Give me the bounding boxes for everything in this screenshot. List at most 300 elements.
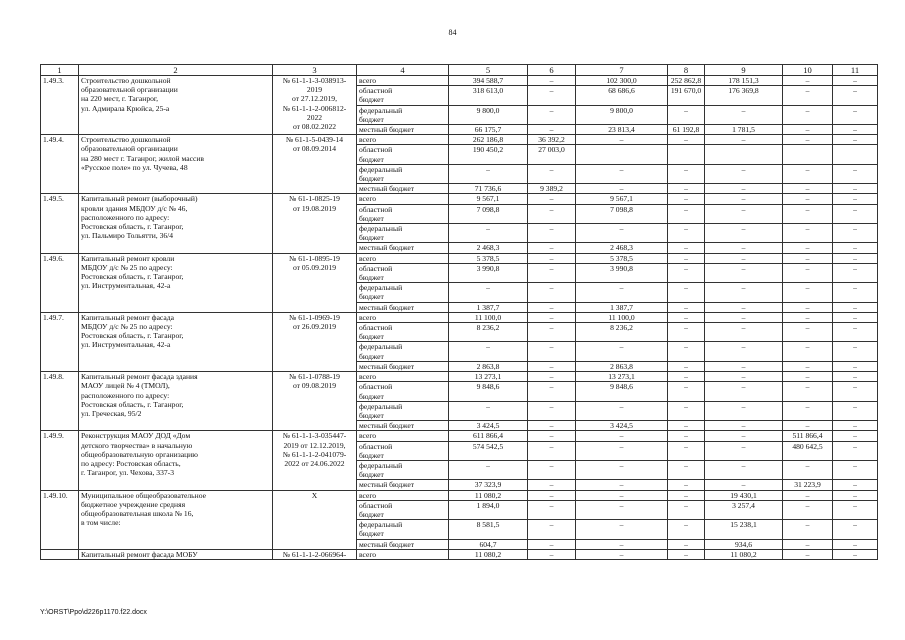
value-cell: – [783, 184, 833, 194]
funding-source-cell: всего [357, 490, 449, 500]
value-cell: 3 990,8 [449, 263, 528, 282]
value-cell: – [528, 490, 576, 500]
value-cell: – [576, 441, 668, 460]
funding-source-cell: всего [357, 253, 449, 263]
value-cell: – [705, 194, 783, 204]
value-cell: – [783, 125, 833, 135]
value-cell: – [668, 431, 705, 441]
value-cell: – [833, 431, 878, 441]
value-cell: – [833, 342, 878, 361]
value-cell: – [576, 500, 668, 519]
value-cell: 11 100,0 [576, 312, 668, 322]
value-cell: – [668, 184, 705, 194]
value-cell: – [449, 460, 528, 479]
value-cell: – [833, 76, 878, 86]
value-cell: – [576, 539, 668, 549]
value-cell: 1 387,7 [576, 302, 668, 312]
value-cell: 9 848,6 [449, 382, 528, 401]
value-cell: – [668, 401, 705, 420]
value-cell: 37 323,9 [449, 480, 528, 490]
item-name-cell: Капитальный ремонт фасада МБДОУ д/с № 25 по адресу: Ростовская область, г. Таганрог, ул. Инструментальная, 42-а [79, 312, 273, 371]
value-cell: – [833, 184, 878, 194]
item-number-cell: 1.49.7. [41, 312, 79, 371]
value-cell [705, 145, 783, 164]
value-cell: – [668, 204, 705, 223]
value-cell: – [668, 490, 705, 500]
funding-source-cell: федеральный бюджет [357, 520, 449, 539]
item-document-cell: № 61-1-1-3-035447- 2019 от 12.12.2019, № 61-1-1-2-041079- 2022 от 24.06.2022 [273, 431, 357, 490]
value-cell: 36 392,2 [528, 135, 576, 145]
value-cell: – [668, 263, 705, 282]
value-cell: – [833, 460, 878, 479]
value-cell: – [833, 480, 878, 490]
value-cell: – [833, 441, 878, 460]
value-cell: 19 430,1 [705, 490, 783, 500]
value-cell: 2 468,3 [576, 243, 668, 253]
value-cell: – [833, 204, 878, 223]
funding-source-cell: областной бюджет [357, 441, 449, 460]
value-cell: 8 236,2 [576, 323, 668, 342]
value-cell: 176 369,8 [705, 86, 783, 105]
value-cell: – [783, 86, 833, 105]
value-cell: – [668, 323, 705, 342]
value-cell: 8 581,5 [449, 520, 528, 539]
funding-source-cell: всего [357, 312, 449, 322]
value-cell: – [783, 76, 833, 86]
value-cell: – [705, 243, 783, 253]
funding-source-cell: местный бюджет [357, 480, 449, 490]
value-cell: 191 670,0 [668, 86, 705, 105]
funding-source-cell: местный бюджет [357, 539, 449, 549]
value-cell: – [668, 224, 705, 243]
value-cell: – [668, 421, 705, 431]
value-cell: – [668, 283, 705, 302]
header-cell: 10 [783, 65, 833, 76]
value-cell: 1 781,5 [705, 125, 783, 135]
value-cell: – [833, 135, 878, 145]
value-cell: – [833, 421, 878, 431]
value-cell: – [783, 382, 833, 401]
funding-source-cell: областной бюджет [357, 382, 449, 401]
funding-source-cell: всего [357, 549, 449, 559]
value-cell: 27 003,0 [528, 145, 576, 164]
table-row [41, 76, 878, 86]
value-cell: – [668, 539, 705, 549]
item-name-cell: Капитальный ремонт фасада здания МАОУ лицей № 4 (ТМОЛ), расположенного по адресу: Ростовская область, г. Таганрог, ул. Греческая, 95/2 [79, 372, 273, 431]
value-cell: – [833, 194, 878, 204]
value-cell: – [705, 263, 783, 282]
value-cell: – [668, 253, 705, 263]
value-cell: 9 567,1 [576, 194, 668, 204]
value-cell: – [576, 460, 668, 479]
value-cell: – [705, 283, 783, 302]
value-cell: 9 389,2 [528, 184, 576, 194]
item-number-cell: 1.49.4. [41, 135, 79, 194]
value-cell: 2 863,8 [576, 361, 668, 371]
value-cell: – [528, 342, 576, 361]
funding-source-cell: всего [357, 76, 449, 86]
table-row [41, 549, 878, 559]
value-cell: – [783, 520, 833, 539]
value-cell: – [576, 549, 668, 559]
header-cell: 5 [449, 65, 528, 76]
item-document-cell: № 61-1-0895-19 от 05.09.2019 [273, 253, 357, 312]
item-name-cell: Строительство дошкольной образовательной организации на 220 мест, г. Таганрог, ул. Адмирала Крюйса, 25-а [79, 76, 273, 135]
value-cell: – [705, 105, 783, 124]
value-cell: – [668, 302, 705, 312]
funding-source-cell: областной бюджет [357, 263, 449, 282]
value-cell: 11 100,0 [449, 312, 528, 322]
value-cell: – [576, 431, 668, 441]
item-number-cell: 1.49.8. [41, 372, 79, 431]
funding-source-cell: федеральный бюджет [357, 105, 449, 124]
value-cell: – [576, 164, 668, 183]
value-cell: – [668, 480, 705, 490]
item-document-cell: № 61-1-0825-19 от 19.08.2019 [273, 194, 357, 253]
value-cell: – [705, 204, 783, 223]
value-cell: – [833, 549, 878, 559]
value-cell: – [528, 125, 576, 135]
item-number-cell: 1.49.5. [41, 194, 79, 253]
value-cell: – [576, 283, 668, 302]
value-cell: – [576, 490, 668, 500]
value-cell: 71 736,6 [449, 184, 528, 194]
table-row [41, 431, 878, 441]
item-number-cell: 1.49.9. [41, 431, 79, 490]
value-cell: – [783, 224, 833, 243]
value-cell: – [668, 361, 705, 371]
value-cell: 178 151,3 [705, 76, 783, 86]
value-cell: 5 378,5 [449, 253, 528, 263]
value-cell: 11 080,2 [449, 549, 528, 559]
value-cell: – [705, 382, 783, 401]
value-cell: 7 098,8 [449, 204, 528, 223]
funding-source-cell: местный бюджет [357, 243, 449, 253]
value-cell: – [833, 361, 878, 371]
table-row [41, 372, 878, 382]
table-row [41, 490, 878, 500]
funding-source-cell: всего [357, 372, 449, 382]
value-cell: 9 800,0 [576, 105, 668, 124]
value-cell: 31 223,9 [783, 480, 833, 490]
value-cell: – [833, 382, 878, 401]
value-cell: – [528, 86, 576, 105]
value-cell: – [528, 243, 576, 253]
value-cell: – [668, 243, 705, 253]
funding-source-cell: местный бюджет [357, 302, 449, 312]
value-cell: – [668, 520, 705, 539]
value-cell: – [783, 302, 833, 312]
value-cell: 318 613,0 [449, 86, 528, 105]
value-cell: – [449, 401, 528, 420]
header-cell: 11 [833, 65, 878, 76]
value-cell: – [705, 323, 783, 342]
value-cell: – [833, 500, 878, 519]
value-cell: – [783, 263, 833, 282]
value-cell: – [449, 283, 528, 302]
value-cell: – [783, 490, 833, 500]
value-cell: – [528, 520, 576, 539]
value-cell: 11 080,2 [449, 490, 528, 500]
value-cell: 9 800,0 [449, 105, 528, 124]
value-cell: 13 273,1 [576, 372, 668, 382]
value-cell: – [833, 253, 878, 263]
header-cell: 4 [357, 65, 449, 76]
value-cell: – [783, 105, 833, 124]
value-cell: – [528, 302, 576, 312]
value-cell: 5 378,5 [576, 253, 668, 263]
value-cell: – [783, 342, 833, 361]
value-cell: 262 186,8 [449, 135, 528, 145]
item-name-cell: Капитальный ремонт кровли МБДОУ д/с № 25 по адресу: Ростовская область, г. Таганрог, ул. Инструментальная, 42-а [79, 253, 273, 312]
value-cell: – [783, 243, 833, 253]
value-cell: – [833, 125, 878, 135]
value-cell: – [705, 253, 783, 263]
funding-source-cell: федеральный бюджет [357, 164, 449, 183]
value-cell: – [833, 539, 878, 549]
value-cell: – [528, 224, 576, 243]
value-cell: – [528, 549, 576, 559]
value-cell: – [668, 372, 705, 382]
value-cell: – [528, 164, 576, 183]
funding-source-cell: федеральный бюджет [357, 460, 449, 479]
funding-source-cell: федеральный бюджет [357, 224, 449, 243]
item-name-cell: Капитальный ремонт (выборочный) кровли здания МБДОУ д/с № 46, расположенного по адресу: Ростовская область, г. Таганрог, ул. Пальмиро Тольятти, 36/4 [79, 194, 273, 253]
value-cell [833, 145, 878, 164]
value-cell: – [528, 361, 576, 371]
value-cell: – [833, 283, 878, 302]
value-cell: – [528, 421, 576, 431]
value-cell: – [668, 194, 705, 204]
value-cell: 13 273,1 [449, 372, 528, 382]
item-name-cell: Капитальный ремонт фасада МОБУ [79, 549, 273, 559]
value-cell: – [528, 105, 576, 124]
value-cell: – [783, 135, 833, 145]
file-path-footer: Y:\ORST\Ppo\d226p1170.f22.docx [40, 609, 147, 616]
value-cell: – [783, 312, 833, 322]
value-cell: – [528, 372, 576, 382]
item-document-cell: № 61-1-0969-19 от 26.09.2019 [273, 312, 357, 371]
value-cell: – [783, 283, 833, 302]
value-cell: – [668, 382, 705, 401]
value-cell: – [449, 164, 528, 183]
value-cell: – [833, 243, 878, 253]
value-cell: 2 468,3 [449, 243, 528, 253]
value-cell: – [833, 312, 878, 322]
value-cell: 604,7 [449, 539, 528, 549]
value-cell: – [783, 539, 833, 549]
table-body [41, 76, 878, 560]
value-cell: – [528, 312, 576, 322]
value-cell: – [576, 342, 668, 361]
item-name-cell: Муниципальное общеобразовательное бюджетное учреждение средняя общеобразовательная школа № 16, в том числе: [79, 490, 273, 549]
header-cell: 8 [668, 65, 705, 76]
header-cell: 7 [576, 65, 668, 76]
value-cell: – [528, 382, 576, 401]
value-cell: 3 990,8 [576, 263, 668, 282]
value-cell: – [705, 401, 783, 420]
value-cell: – [833, 401, 878, 420]
value-cell: 611 866,4 [449, 431, 528, 441]
value-cell: 66 175,7 [449, 125, 528, 135]
value-cell: – [705, 302, 783, 312]
value-cell: – [705, 342, 783, 361]
value-cell: 574 542,5 [449, 441, 528, 460]
value-cell: – [528, 323, 576, 342]
value-cell: 3 424,5 [576, 421, 668, 431]
funding-source-cell: местный бюджет [357, 184, 449, 194]
item-document-cell: № 61-1-5-0439-14 от 08.09.2014 [273, 135, 357, 194]
value-cell: – [528, 76, 576, 86]
value-cell: – [833, 164, 878, 183]
funding-source-cell: всего [357, 135, 449, 145]
value-cell: – [783, 361, 833, 371]
funding-source-cell: местный бюджет [357, 361, 449, 371]
value-cell: – [783, 401, 833, 420]
value-cell: – [783, 460, 833, 479]
value-cell: – [833, 302, 878, 312]
header-cell: 6 [528, 65, 576, 76]
value-cell: – [576, 520, 668, 539]
funding-source-cell: местный бюджет [357, 421, 449, 431]
funding-source-cell: областной бюджет [357, 86, 449, 105]
value-cell: – [528, 441, 576, 460]
value-cell: – [833, 224, 878, 243]
value-cell: – [783, 372, 833, 382]
value-cell: – [528, 460, 576, 479]
value-cell: 1 894,0 [449, 500, 528, 519]
page-number: 84 [448, 28, 457, 37]
value-cell: 9 848,6 [576, 382, 668, 401]
value-cell: 61 192,8 [668, 125, 705, 135]
value-cell: – [783, 500, 833, 519]
budget-table [40, 64, 878, 560]
value-cell: – [528, 539, 576, 549]
value-cell: – [705, 164, 783, 183]
header-cell: 9 [705, 65, 783, 76]
value-cell: – [668, 549, 705, 559]
value-cell: 102 300,0 [576, 76, 668, 86]
value-cell: – [576, 480, 668, 490]
funding-source-cell: местный бюджет [357, 125, 449, 135]
value-cell: – [705, 372, 783, 382]
value-cell: 15 238,1 [705, 520, 783, 539]
value-cell: – [528, 263, 576, 282]
value-cell: – [705, 421, 783, 431]
value-cell: – [833, 490, 878, 500]
item-number-cell [41, 549, 79, 559]
value-cell: – [528, 401, 576, 420]
value-cell: – [576, 184, 668, 194]
value-cell [576, 145, 668, 164]
value-cell: – [705, 460, 783, 479]
value-cell: – [705, 480, 783, 490]
value-cell: – [705, 312, 783, 322]
value-cell: 23 813,4 [576, 125, 668, 135]
item-document-cell: X [273, 490, 357, 549]
value-cell: – [783, 253, 833, 263]
value-cell: – [668, 135, 705, 145]
funding-source-cell: всего [357, 431, 449, 441]
value-cell: 68 686,6 [576, 86, 668, 105]
header-row [41, 65, 878, 76]
header-cell: 2 [79, 65, 273, 76]
value-cell: 8 236,2 [449, 323, 528, 342]
value-cell: 9 567,1 [449, 194, 528, 204]
value-cell: – [528, 431, 576, 441]
value-cell: – [528, 204, 576, 223]
table-row [41, 312, 878, 322]
value-cell: – [783, 164, 833, 183]
value-cell: – [528, 480, 576, 490]
value-cell: – [449, 224, 528, 243]
item-document-cell: № 61-1-0788-19 от 09.08.2019 [273, 372, 357, 431]
table-row [41, 135, 878, 145]
funding-source-cell: областной бюджет [357, 145, 449, 164]
funding-source-cell: областной бюджет [357, 323, 449, 342]
funding-source-cell: всего [357, 194, 449, 204]
value-cell: – [783, 323, 833, 342]
value-cell: 11 080,2 [705, 549, 783, 559]
value-cell: – [449, 342, 528, 361]
value-cell: 394 588,7 [449, 76, 528, 86]
value-cell: – [528, 500, 576, 519]
value-cell: – [668, 164, 705, 183]
funding-source-cell: федеральный бюджет [357, 342, 449, 361]
value-cell: – [783, 421, 833, 431]
item-number-cell: 1.49.6. [41, 253, 79, 312]
value-cell: – [833, 105, 878, 124]
value-cell: – [668, 500, 705, 519]
value-cell: – [833, 86, 878, 105]
value-cell: – [528, 194, 576, 204]
value-cell: 511 866,4 [783, 431, 833, 441]
item-number-cell: 1.49.10. [41, 490, 79, 549]
table-row [41, 253, 878, 263]
value-cell: – [705, 135, 783, 145]
value-cell: – [783, 549, 833, 559]
value-cell: – [528, 283, 576, 302]
value-cell: – [705, 441, 783, 460]
value-cell: 252 862,8 [668, 76, 705, 86]
value-cell: – [576, 401, 668, 420]
value-cell: – [668, 105, 705, 124]
value-cell: – [668, 312, 705, 322]
funding-source-cell: областной бюджет [357, 500, 449, 519]
item-name-cell: Строительство дошкольной образовательной организации на 280 мест г. Таганрог, жилой массив «Русское поле» по ул. Чучева, 48 [79, 135, 273, 194]
item-number-cell: 1.49.3. [41, 76, 79, 135]
value-cell: – [528, 253, 576, 263]
funding-source-cell: областной бюджет [357, 204, 449, 223]
value-cell: – [668, 460, 705, 479]
value-cell [783, 145, 833, 164]
item-name-cell: Реконструкция МАОУ ДОД «Дом детского творчества» в начальную общеобразовательную организацию по адресу: Ростовская область, г. Таганрог, ул. Чехова, 337-3 [79, 431, 273, 490]
value-cell: – [668, 441, 705, 460]
value-cell: – [705, 431, 783, 441]
value-cell: 2 863,8 [449, 361, 528, 371]
value-cell: 7 098,8 [576, 204, 668, 223]
value-cell: – [833, 263, 878, 282]
funding-source-cell: федеральный бюджет [357, 283, 449, 302]
value-cell: – [833, 372, 878, 382]
value-cell: – [576, 224, 668, 243]
header-cell: 3 [273, 65, 357, 76]
item-document-cell: № 61-1-1-2-066964- [273, 549, 357, 559]
value-cell: – [783, 204, 833, 223]
value-cell: – [833, 520, 878, 539]
value-cell: 3 424,5 [449, 421, 528, 431]
value-cell: – [705, 361, 783, 371]
